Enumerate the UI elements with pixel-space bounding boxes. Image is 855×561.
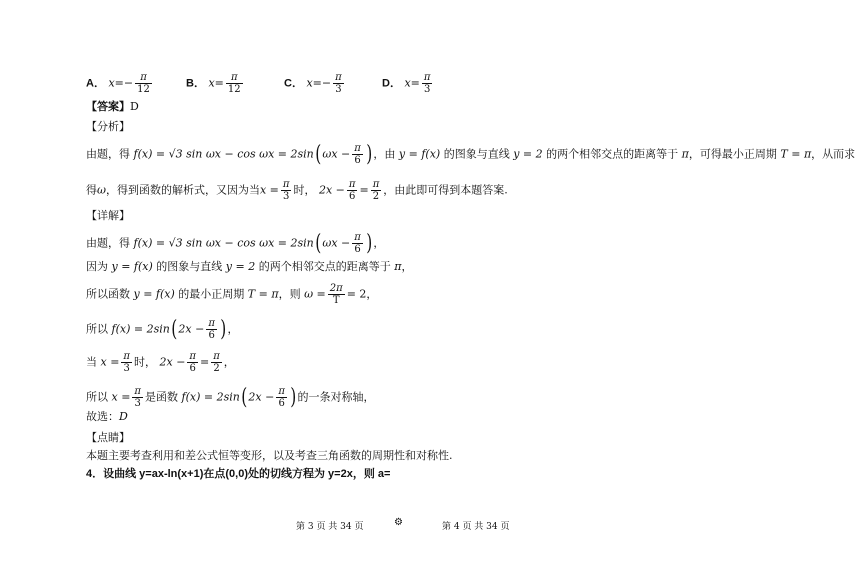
formula: π [394,260,402,273]
formula: ω = [304,287,326,301]
analysis-line-2 [86,179,508,202]
detail-label-text: 【详解】 [86,209,130,222]
analysis-label [86,120,130,134]
option-a [86,72,154,95]
fraction-num: π [354,232,361,243]
option-letter: C． [284,77,303,90]
text: 时， [134,355,156,369]
fraction-den: 12 [227,84,241,95]
fraction [281,179,292,202]
formula: y = f(x) [398,147,441,161]
fraction-den: 6 [349,191,356,202]
fraction [206,318,217,341]
question-text: 4．设曲线 y=ax-ln(x+1)在点(0,0)处的切线方程为 y=2x，则 a= [86,468,391,480]
formula: x = [111,390,131,404]
formula: y = 2 [513,147,543,161]
option-var: x [208,76,215,90]
fraction-den: 2 [213,363,220,374]
fraction [352,143,363,166]
paren-close: ) [290,384,297,410]
formula: ωx − [322,147,351,161]
text: ，由此即可得到本题答案. [383,183,508,197]
detail-line-1 [86,232,384,255]
text: 当 [86,355,97,369]
fraction [371,179,382,202]
fraction-num: 2π [329,283,343,294]
fraction-den: 3 [283,191,290,202]
option-sign: − [123,76,134,90]
fraction-num: π [226,72,243,84]
fraction-num: π [278,386,285,397]
formula: ωx − [322,236,351,250]
option-eq: = [114,76,124,90]
analysis-line-1 [86,143,855,166]
formula: T = π [780,147,812,161]
option-fraction [226,72,243,95]
fraction [276,386,287,409]
formula: y = f(x) [133,287,175,301]
fraction-num: π [423,72,431,83]
text: = [200,355,210,369]
formula: ω [97,183,106,197]
text: ，则 [278,287,301,301]
text: 所以 [86,322,108,336]
point-label [86,431,130,445]
fraction-num: π [208,318,215,329]
detail-line-7 [86,410,128,424]
paren-open: ( [315,230,322,256]
text: 本题主要考查利用和差公式恒等变形，以及考查三角函数的周期性和对称性. [86,449,453,462]
text: ，可得最小正周期 [688,147,777,161]
fraction-num: π [348,179,356,190]
fraction [352,232,363,255]
text: 所以函数 [86,287,130,301]
fraction-num: π [123,351,130,362]
detail-line-5 [86,351,235,374]
point-label-text: 【点睛】 [86,431,130,444]
text: 由题，得 [86,147,130,161]
option-eq: = [410,76,420,90]
formula: T = π [247,287,279,301]
fraction-den: 6 [354,244,361,255]
fraction [328,283,345,306]
detail-line-3 [86,283,377,306]
text: ， [223,355,235,369]
point-text [86,449,453,463]
formula: f(x) = 2sin [181,390,240,404]
formula: f(x) = √3 sin ωx − cos ωx = 2sin [133,236,314,250]
option-fraction [135,72,152,95]
text: 得 [86,183,97,197]
detail-line-4 [86,318,239,341]
fraction-num: π [372,179,380,190]
text: = 2， [346,287,378,301]
option-c [284,72,346,95]
text: 所以 [86,390,108,404]
fraction [121,351,132,374]
option-b [186,72,245,95]
text: ， [401,260,413,273]
formula: D [119,410,128,423]
fraction-num: π [134,386,141,397]
text: 的两个相邻交点的距离等于 [258,260,391,273]
fraction [187,351,198,374]
fraction-num: π [335,72,342,83]
text: 的最小正周期 [178,287,245,301]
text: ，由 [373,147,396,161]
answer-label: 【答案】 [86,100,130,113]
fraction-num: π [213,351,220,362]
formula: 2x − [178,322,205,336]
text: ，得到函数的解析式，又因为当 [105,183,260,197]
detail-line-6 [86,386,375,409]
fraction-den: 6 [354,155,361,166]
text: 的图象与直线 [156,260,223,273]
formula: y = 2 [225,260,256,273]
option-d [382,72,434,95]
formula: π [681,147,689,161]
option-letter: B． [186,77,205,90]
paren-close: ) [366,141,373,167]
fraction-num: π [282,179,290,190]
gear-icon: ⚙ [394,517,403,528]
fraction-den: 3 [134,398,141,409]
paren-close: ) [366,230,373,256]
option-fraction [422,72,433,95]
footer-page-left: 第 3 页 共 34 页 [296,522,364,532]
option-eq: = [312,76,322,90]
fraction-num: π [135,72,152,84]
fraction-num: π [189,351,196,362]
fraction-den: 6 [189,363,196,374]
fraction-den: 2 [372,191,380,202]
option-fraction [333,72,344,95]
paren-open: ( [315,141,322,167]
text: 是函数 [145,390,178,404]
next-question [86,467,390,481]
option-letter: D． [382,77,401,90]
fraction [132,386,143,409]
formula: 2x − [318,183,345,197]
formula: 2x − [159,355,186,369]
formula: f(x) = 2sin [111,322,170,336]
text: 由题，得 [86,236,130,250]
text: ， [373,236,385,250]
formula: y = f(x) [111,260,153,273]
option-var: x [404,76,411,90]
text: 的图象与直线 [443,147,510,161]
text: 的一条对称轴， [297,390,375,404]
detail-label [86,209,130,223]
text: 故选： [86,410,119,423]
detail-line-2 [86,260,412,274]
fraction-num: π [354,143,361,154]
fraction-den: 6 [208,330,215,341]
paren-close: ) [220,316,227,342]
option-eq: = [214,76,224,90]
formula: x = [100,355,120,369]
answer-line [86,100,139,114]
fraction [347,179,358,202]
formula: f(x) = √3 sin ωx − cos ωx = 2sin [133,147,314,161]
paren-open: ( [171,316,178,342]
analysis-label-text: 【分析】 [86,120,130,133]
paren-open: ( [241,384,248,410]
footer-page-right: 第 4 页 共 34 页 [442,522,510,532]
text: 因为 [86,260,108,273]
option-letter: A． [86,77,105,90]
fraction [211,351,222,374]
fraction-den: 6 [278,398,285,409]
text: ， [227,322,239,336]
fraction-den: 3 [335,84,342,95]
fraction-den: 12 [137,84,150,95]
fraction-den: 3 [423,84,431,95]
text: ，从而求 [811,147,855,161]
option-var: x [306,76,313,90]
text: 时， [293,183,316,197]
formula: x = [259,183,279,197]
formula: 2x − [248,390,275,404]
fraction-den: 3 [123,363,130,374]
answer-value: D [130,100,139,113]
text: 的两个相邻交点的距离等于 [546,147,679,161]
text: = [359,183,369,197]
option-var: x [108,76,115,90]
option-sign: − [321,76,332,90]
fraction-den: T [332,295,340,306]
